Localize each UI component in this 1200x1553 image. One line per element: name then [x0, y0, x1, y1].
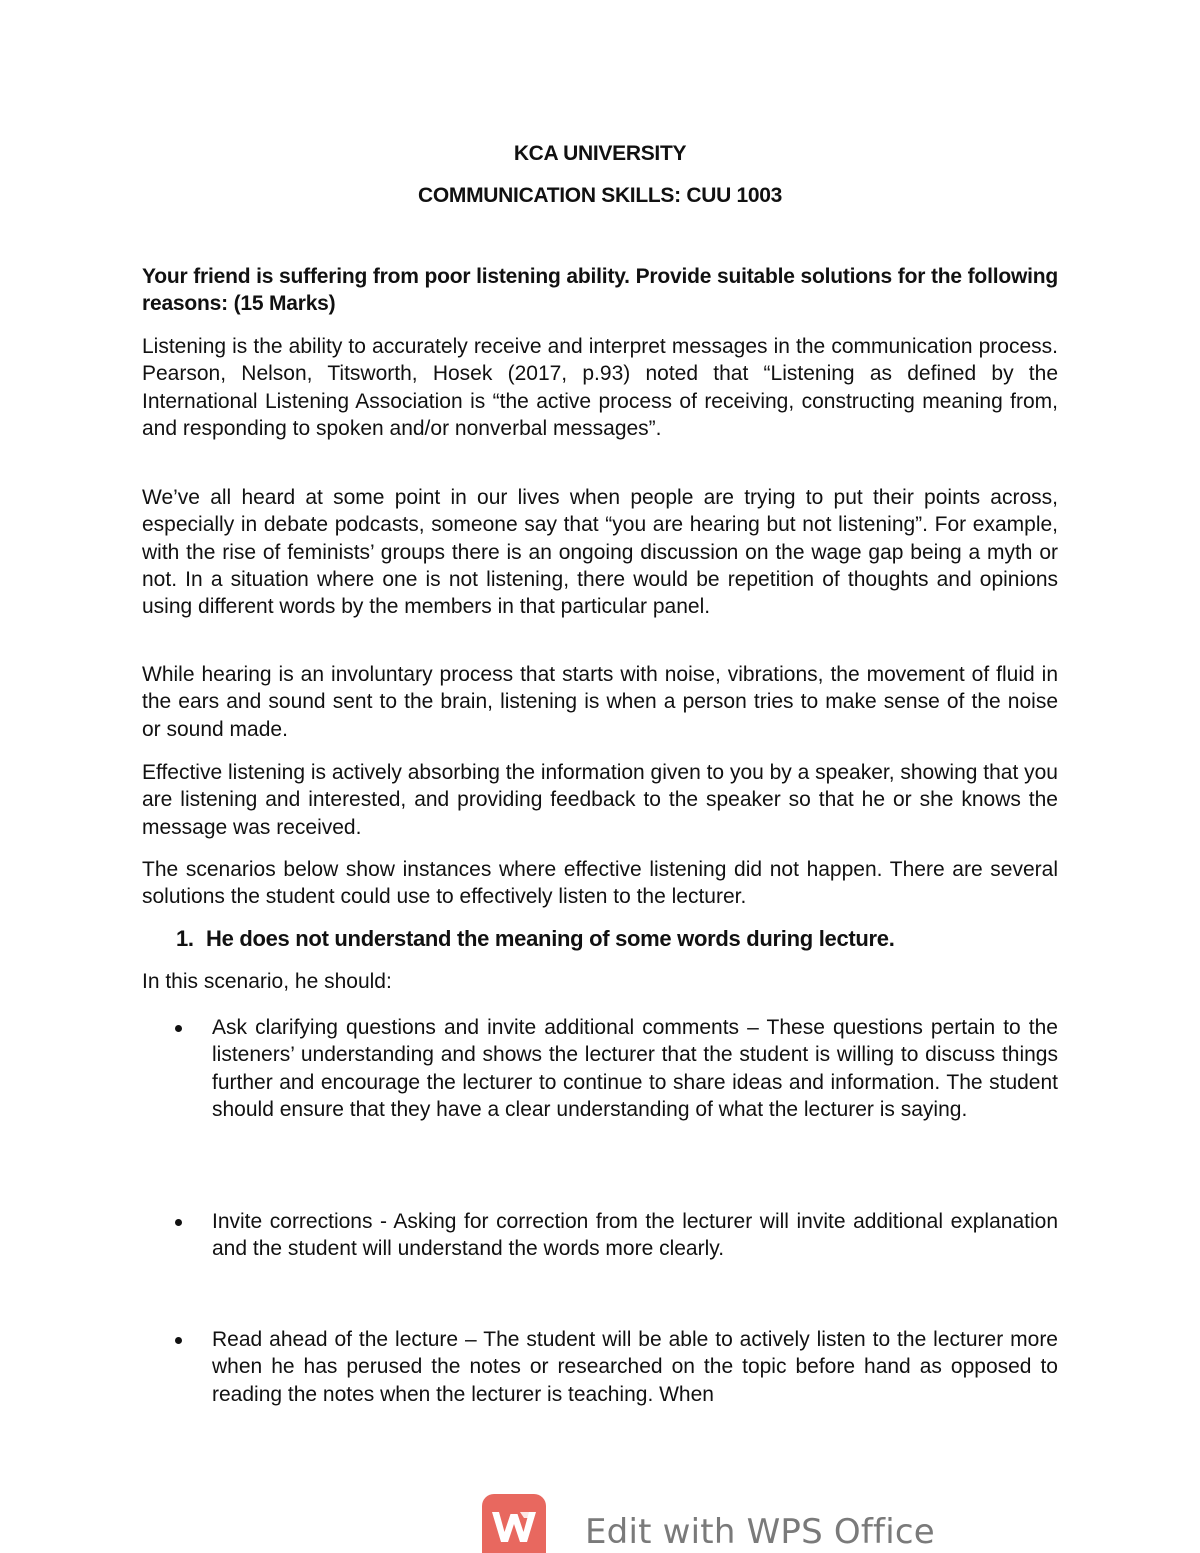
scenario-intro: In this scenario, he should: [142, 970, 392, 993]
scenario-number: 1. [176, 926, 194, 951]
bullet-icon [175, 1025, 182, 1032]
list-item [142, 1014, 1058, 1123]
bullet-icon [175, 1219, 182, 1226]
list-item [142, 1326, 1058, 1408]
wps-watermark-text: Edit with WPS Office [585, 1512, 935, 1552]
scenario-heading-text: He does not understand the meaning of some words during lecture. [206, 926, 895, 951]
university-title: KCA UNIVERSITY [513, 142, 687, 165]
paragraph-hearing-process: While hearing is an involuntary process that starts with noise, vibrations, the movement of fluid in the ears and sound sent to the brain, listening is when a person tries to make sense of the noise or sound made. [142, 663, 1058, 741]
bullet-icon [175, 1337, 182, 1344]
paragraph-scenarios-intro: The scenarios below show instances where effective listening did not happen. There are several solutions the student could use to effectively listen to the lecturer. [142, 858, 1058, 909]
list-item-text: Invite corrections - Asking for correction from the lecturer will invite additional explanation and the student will understand the words more clearly. [212, 1210, 1058, 1261]
paragraph-effective-listening: Effective listening is actively absorbing the information given to you by a speaker, showing that you are listening and interested, and providing feedback to the speaker so that he or she knows the message was received. [142, 761, 1058, 839]
paragraph-hearing-vs-listening: We’ve all heard at some point in our lives when people are trying to put their points across, especially in debate podcasts, someone say that “you are hearing but not listening”. For example, with the rise of feminists’ groups there is an ongoing discussion on the wage gap being a myth or not. In a situation where one is not listening, there would be repetition of thoughts and opinions using different words by the members in that particular panel. [142, 486, 1058, 619]
list-item [142, 1208, 1058, 1263]
paragraph-definition: Listening is the ability to accurately receive and interpret messages in the communication process. Pearson, Nelson, Titsworth, Hosek (2017, p.93) noted that “Listening as defined by the International Listening Association is “the active process of receiving, constructing meaning from, and responding to spoken and/or nonverbal messages”. [142, 335, 1058, 440]
list-item-text: Read ahead of the lecture – The student will be able to actively listen to the lecturer more when he has perused the notes or researched on the topic before hand as opposed to reading the notes when the lecturer is teaching. When [212, 1328, 1058, 1406]
course-title: COMMUNICATION SKILLS: CUU 1003 [418, 184, 782, 207]
list-item-text: Ask clarifying questions and invite additional comments – These questions pertain to the listeners’ understanding and shows the lecturer that the student is willing to discuss things further and encourage the lecturer to continue to share ideas and information. The student should ensure that they have a clear understanding of what the lecturer is saying. [212, 1016, 1058, 1121]
scenario-heading [142, 925, 1058, 952]
question-heading: Your friend is suffering from poor listening ability. Provide suitable solutions for the following reasons: (15 Marks) [142, 265, 1058, 316]
wps-watermark[interactable] [482, 1494, 942, 1553]
wps-logo-icon [482, 1494, 546, 1553]
